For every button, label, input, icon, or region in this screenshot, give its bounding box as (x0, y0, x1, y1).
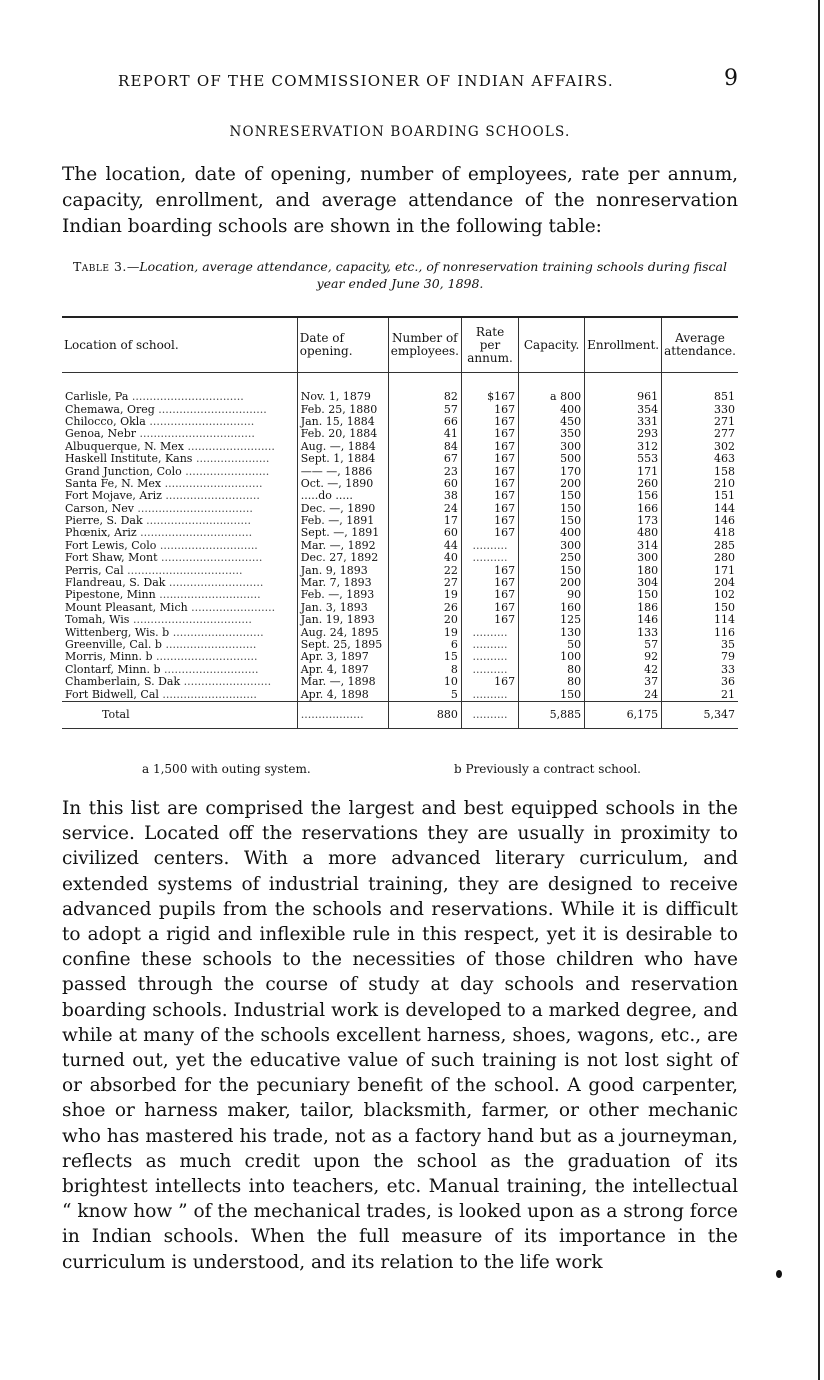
table-cell: Nov. 1, 1879 (297, 391, 388, 403)
table-cell: 293 (585, 428, 662, 440)
school-location-cell: Fort Mojave, Ariz ........................... (62, 490, 297, 502)
page-number: 9 (724, 66, 738, 91)
table-cell: .......... (461, 639, 518, 651)
table-cell: 167 (461, 577, 518, 589)
table-cell: 167 (461, 416, 518, 428)
total-cell: 6,175 (585, 701, 662, 728)
table-cell: Apr. 4, 1897 (297, 664, 388, 676)
table-cell: 480 (585, 527, 662, 539)
column-header: Capacity. (519, 317, 585, 373)
table-caption-label: Table 3. (72, 259, 127, 274)
table-cell: Aug. —, 1884 (297, 441, 388, 453)
table-row (62, 676, 738, 688)
table-cell: 463 (714, 452, 735, 466)
table-cell: Sept. —, 1891 (297, 527, 388, 539)
schools-table (62, 316, 738, 729)
table-cell: 150 (585, 589, 662, 601)
school-location-cell: Pipestone, Minn ............................. (62, 589, 297, 601)
table-row (62, 416, 738, 428)
table-cell: Feb. 20, 1884 (297, 428, 388, 440)
table-cell: 171 (585, 465, 662, 477)
table-cell: 180 (585, 564, 662, 576)
table-cell: 84 (388, 441, 461, 453)
table-cell: 42 (585, 664, 662, 676)
table-cell: 114 (714, 614, 735, 627)
table-cell: 22 (388, 564, 461, 576)
table-row (62, 478, 738, 490)
table-cell: 133 (585, 626, 662, 638)
section-title: NONRESERVATION BOARDING SCHOOLS. (229, 124, 571, 140)
table-cell: 90 (519, 589, 585, 601)
table-cell: 5 (388, 688, 461, 701)
table-cell: 19 (388, 589, 461, 601)
table-row (62, 540, 738, 552)
table-row (62, 688, 738, 701)
table-cell: 170 (519, 465, 585, 477)
table-cell: 167 (461, 490, 518, 502)
table-cell: 41 (388, 428, 461, 440)
leader-dots: ............................. (152, 651, 258, 664)
table-cell: —— —, 1886 (297, 465, 388, 477)
table-cell: 44 (388, 540, 461, 552)
table-cell: 167 (461, 614, 518, 626)
table-cell: 400 (519, 403, 585, 415)
table-cell: 166 (585, 503, 662, 515)
table-cell: 150 (519, 688, 585, 701)
body-paragraph: In this list are comprised the largest and best equipped schools in the service. Located off the reservations they are usually in proximity to civilized centers. With a more advanced literary curriculum, and extended systems of industrial training, they are designed to receive advanced pupils from the schools and reservations. While it is difficult to adopt a rigid and inflexible rule in this respect, yet it is desirable to confine these schools to the necessities of those children who have passed through the course of study at day schools and reservation boarding schools. Industrial work is developed to a marked degree, and while at many of the schools excellent harness, shoes, wagons, etc., are turned out, yet the educative value of such training is not lost sight of or absorbed for the pecuniary benefit of the school. A good carpenter, shoe or harness maker, tailor, blacksmith, farmer, or other mechanic who has mastered his trade, not as a factory hand but as a journeyman, reflects as much credit upon the school as the graduation of its brightest intellects into teachers, etc. Manual training, the intellectual “ know how ” of the mechanical trades, is looked upon as a strong force in Indian schools. When the full measure of its importance in the curriculum is understood, and its relation to the life work (62, 798, 738, 1273)
table-cell: 200 (519, 577, 585, 589)
table-cell: 300 (585, 552, 662, 564)
table-cell: 146 (585, 614, 662, 626)
table-cell: 24 (388, 503, 461, 515)
table-cell: 354 (585, 403, 662, 415)
table-cell: 167 (461, 503, 518, 515)
table-cell: a 800 (519, 391, 585, 403)
table-cell: 130 (519, 626, 585, 638)
table-cell: 167 (461, 602, 518, 614)
table-cell: Jan. 3, 1893 (297, 602, 388, 614)
leader-dots: ................................ (136, 527, 253, 540)
table-cell: .....do ..... (297, 490, 388, 502)
school-location-cell: Clontarf, Minn. b ........................... (62, 664, 297, 676)
school-location-cell: Haskell Institute, Kans ..................... (62, 453, 297, 465)
leader-dots: ............................ (161, 477, 263, 490)
table-cell: 167 (461, 527, 518, 539)
table-cell: Dec. —, 1890 (297, 503, 388, 515)
table-header-row (62, 317, 738, 373)
footnote-a: a 1,500 with outing system. (142, 762, 311, 776)
table-cell: Dec. 27, 1892 (297, 552, 388, 564)
table-row (62, 490, 738, 502)
table-cell: 27 (388, 577, 461, 589)
leader-dots: ........................... (158, 688, 257, 701)
school-location-cell: Chamberlain, S. Dak ......................... (62, 676, 297, 688)
table-cell: Feb. —, 1891 (297, 515, 388, 527)
school-location-cell: Fort Shaw, Mont ............................. (62, 552, 297, 564)
page-header (62, 66, 738, 96)
table-cell: 60 (388, 478, 461, 490)
table-cell: 167 (461, 564, 518, 576)
table-cell: Jan. 9, 1893 (297, 564, 388, 576)
table-cell: 38 (388, 490, 461, 502)
table-cell: 277 (714, 428, 735, 441)
table-cell: 285 (714, 539, 735, 552)
table-cell: 6 (388, 639, 461, 651)
table-cell: 961 (585, 391, 662, 403)
table-cell: 280 (714, 552, 735, 565)
table-cell: 160 (519, 602, 585, 614)
table-cell: Feb. 25, 1880 (297, 403, 388, 415)
table-cell: 330 (714, 403, 735, 416)
table-total-row (62, 701, 738, 728)
column-header: Date of opening. (297, 317, 388, 373)
footnote-b: b Previously a contract school. (454, 762, 641, 776)
school-location-cell: Chilocco, Okla .............................. (62, 416, 297, 428)
leader-dots: ........................ (187, 601, 276, 614)
school-location-cell: Fort Lewis, Colo ............................ (62, 540, 297, 552)
ink-spot (776, 1270, 782, 1278)
table-cell: 173 (585, 515, 662, 527)
leader-dots: ..................... (192, 452, 270, 466)
table-cell: .......... (461, 651, 518, 663)
column-header: Enrollment. (585, 317, 662, 373)
leader-dots: ............................. (155, 589, 261, 602)
table-cell: Mar. 7, 1893 (297, 577, 388, 589)
table-cell: 167 (461, 589, 518, 601)
table-row (62, 428, 738, 440)
leader-dots: ........................... (165, 576, 264, 590)
table-cell: 23 (388, 465, 461, 477)
leader-dots: ............................. (157, 552, 263, 565)
table-cell: 80 (519, 664, 585, 676)
table-cell: 851 (714, 391, 735, 404)
leader-dots: ................................. (123, 564, 243, 577)
table-row (62, 639, 738, 651)
table-cell: 8 (388, 664, 461, 676)
table-cell: Mar. —, 1898 (297, 676, 388, 688)
leader-dots: ................................. (133, 502, 253, 515)
table-row (62, 441, 738, 453)
school-location-cell: Carson, Nev ................................. (62, 503, 297, 515)
table-cell: 167 (461, 515, 518, 527)
table-cell: Feb. —, 1893 (297, 589, 388, 601)
table-cell: 26 (388, 602, 461, 614)
table-cell: 100 (519, 651, 585, 663)
table-cell: 167 (461, 428, 518, 440)
total-cell: 5,885 (519, 701, 585, 728)
school-location-cell: Fort Bidwell, Cal ........................... (62, 688, 297, 701)
table-cell: 302 (714, 440, 735, 453)
table-cell: 151 (714, 490, 735, 503)
table-cell: 21 (721, 688, 735, 701)
table-cell: 312 (585, 441, 662, 453)
leader-dots: .............................. (142, 514, 252, 528)
table-body (62, 373, 738, 702)
school-location-cell: Perris, Cal ................................. (62, 564, 297, 576)
table-cell: 204 (714, 576, 735, 590)
school-location-cell: Mount Pleasant, Mich ........................ (62, 602, 297, 614)
school-location-cell: Genoa, Nebr ................................. (62, 428, 297, 440)
table-cell: 37 (585, 676, 662, 688)
total-cell: 5,347 (662, 701, 738, 728)
column-header: Rate per annum. (461, 317, 518, 373)
table-cell: 167 (461, 465, 518, 477)
table-cell: 200 (519, 478, 585, 490)
leader-dots: .......................... (169, 626, 264, 639)
table-row (62, 664, 738, 676)
table-cell: 300 (519, 441, 585, 453)
school-location-cell: Greenville, Cal. b .......................... (62, 639, 297, 651)
table-cell: Aug. 24, 1895 (297, 626, 388, 638)
table-cell: 304 (585, 577, 662, 589)
table-cell: Jan. 15, 1884 (297, 416, 388, 428)
school-location-cell: Wittenberg, Wis. b .......................... (62, 626, 297, 638)
table-cell: Sept. 1, 1884 (297, 453, 388, 465)
table-row (62, 626, 738, 638)
table-row (62, 589, 738, 601)
column-header: Average attendance. (662, 317, 738, 373)
table-cell: 116 (714, 626, 735, 639)
table-row (62, 503, 738, 515)
table-row (62, 602, 738, 614)
school-location-cell: Morris, Minn. b ............................. (62, 651, 297, 663)
leader-dots: ......................... (180, 675, 272, 689)
table-cell: 36 (721, 675, 735, 689)
running-title: REPORT OF THE COMMISSIONER OF INDIAN AFFAIRS. (118, 72, 614, 90)
table-row (62, 403, 738, 415)
table-row (62, 391, 738, 403)
table-cell: Sept. 25, 1895 (297, 639, 388, 651)
column-header: Number of employees. (388, 317, 461, 373)
table-cell: Apr. 4, 1898 (297, 688, 388, 701)
table-cell: 102 (714, 589, 735, 602)
table-cell: 92 (585, 651, 662, 663)
leader-dots: ................................. (136, 428, 255, 441)
school-location-cell: Grand Junction, Colo ........................ (62, 465, 297, 477)
school-location-cell: Pierre, S. Dak .............................. (62, 515, 297, 527)
table-row (62, 515, 738, 527)
table-cell: 150 (519, 515, 585, 527)
table-cell: Oct. —, 1890 (297, 478, 388, 490)
intro-paragraph: The location, date of opening, number of employees, rate per annum, capacity, enrollment, and average attendance of the nonreservation Indian boarding schools are shown in the following table: (62, 164, 738, 237)
school-location-cell: Chemawa, Oreg ............................... (62, 403, 297, 415)
table-row (62, 577, 738, 589)
table-row (62, 614, 738, 626)
table-row (62, 564, 738, 576)
table-cell: 80 (519, 676, 585, 688)
table-row (62, 465, 738, 477)
table-cell: 150 (519, 503, 585, 515)
table-cell: 314 (585, 540, 662, 552)
table-cell: 210 (714, 477, 735, 490)
table-cell: .......... (461, 540, 518, 552)
leader-dots: ............................... (154, 403, 267, 416)
table-cell: 17 (388, 515, 461, 527)
table-cell: .......... (461, 688, 518, 701)
column-header: Location of school. (62, 317, 297, 373)
table-cell: 418 (714, 527, 735, 540)
table-cell: 250 (519, 552, 585, 564)
leader-dots: .......................... (161, 638, 257, 651)
table-cell: 10 (388, 676, 461, 688)
table-cell: 158 (714, 465, 735, 478)
table-cell: 171 (714, 564, 735, 577)
table-cell: .......... (461, 664, 518, 676)
table-cell: 67 (388, 453, 461, 465)
total-cell: 880 (388, 701, 461, 728)
leader-dots: .............................. (145, 415, 255, 428)
table-cell: 150 (714, 601, 735, 614)
table-cell: 167 (461, 441, 518, 453)
leader-dots: ........................ (181, 465, 270, 478)
table-cell: 40 (388, 552, 461, 564)
table-cell: Mar. —, 1892 (297, 540, 388, 552)
table-cell: 167 (461, 676, 518, 688)
school-location-cell: Flandreau, S. Dak ........................... (62, 577, 297, 589)
table-cell: 350 (519, 428, 585, 440)
table-cell: 450 (519, 416, 585, 428)
table-cell: 400 (519, 527, 585, 539)
table-cell: 57 (388, 403, 461, 415)
school-location-cell: Santa Fe, N. Mex ............................ (62, 478, 297, 490)
total-cell: .................. (297, 701, 388, 728)
table-cell: 150 (519, 564, 585, 576)
table-cell: 50 (519, 639, 585, 651)
leader-dots: ................................ (128, 391, 244, 404)
total-cell: .......... (461, 701, 518, 728)
school-location-cell: Phœnix, Ariz ................................ (62, 527, 297, 539)
table-cell: 79 (721, 651, 735, 664)
table-cell: 20 (388, 614, 461, 626)
table-cell: 15 (388, 651, 461, 663)
total-label: Total (62, 701, 297, 728)
table-cell: Jan. 19, 1893 (297, 614, 388, 626)
table-cell: 35 (721, 638, 735, 651)
table-cell: 156 (585, 490, 662, 502)
table-cell: 60 (388, 527, 461, 539)
school-location-cell: Carlisle, Pa ................................ (62, 391, 297, 403)
table-row (62, 552, 738, 564)
table-cell: 167 (461, 453, 518, 465)
table-spacer-row (62, 373, 738, 392)
table-cell: 66 (388, 416, 461, 428)
body-text (62, 796, 738, 1275)
school-location-cell: Tomah, Wis .................................. (62, 614, 297, 626)
table-cell: 57 (585, 639, 662, 651)
table-cell: 186 (585, 602, 662, 614)
page-edge-rule (818, 0, 820, 1380)
leader-dots: .................................. (129, 614, 252, 627)
table-caption-text: —Location, average attendance, capacity, etc., of nonreservation training schools during fiscal year ended June 30, 1898. (126, 259, 728, 291)
table-cell: 167 (461, 403, 518, 415)
leader-dots: ............................ (156, 539, 258, 552)
table-cell: 125 (519, 614, 585, 626)
table-cell: 150 (519, 490, 585, 502)
table-row (62, 527, 738, 539)
table-cell: 33 (721, 663, 735, 676)
table-cell: 146 (714, 514, 735, 528)
table-cell: 24 (585, 688, 662, 701)
table-cell: 82 (388, 391, 461, 403)
table-caption (62, 258, 738, 292)
table-cell: $167 (461, 391, 518, 403)
table-cell: Apr. 3, 1897 (297, 651, 388, 663)
table-cell: 300 (519, 540, 585, 552)
table-cell: 167 (461, 478, 518, 490)
school-location-cell: Albuquerque, N. Mex ......................... (62, 441, 297, 453)
table-cell: 260 (585, 478, 662, 490)
table-cell: 271 (714, 415, 735, 428)
leader-dots: ......................... (184, 440, 275, 453)
table-cell: .......... (461, 626, 518, 638)
table-cell: 144 (714, 502, 735, 515)
table-cell: .......... (461, 552, 518, 564)
table-row (62, 651, 738, 663)
leader-dots: ........................... (160, 663, 259, 676)
table-row (62, 453, 738, 465)
table-cell: 553 (585, 453, 662, 465)
table-cell: 500 (519, 453, 585, 465)
leader-dots: ........................... (161, 490, 260, 503)
table-cell: 331 (585, 416, 662, 428)
table-cell: 19 (388, 626, 461, 638)
